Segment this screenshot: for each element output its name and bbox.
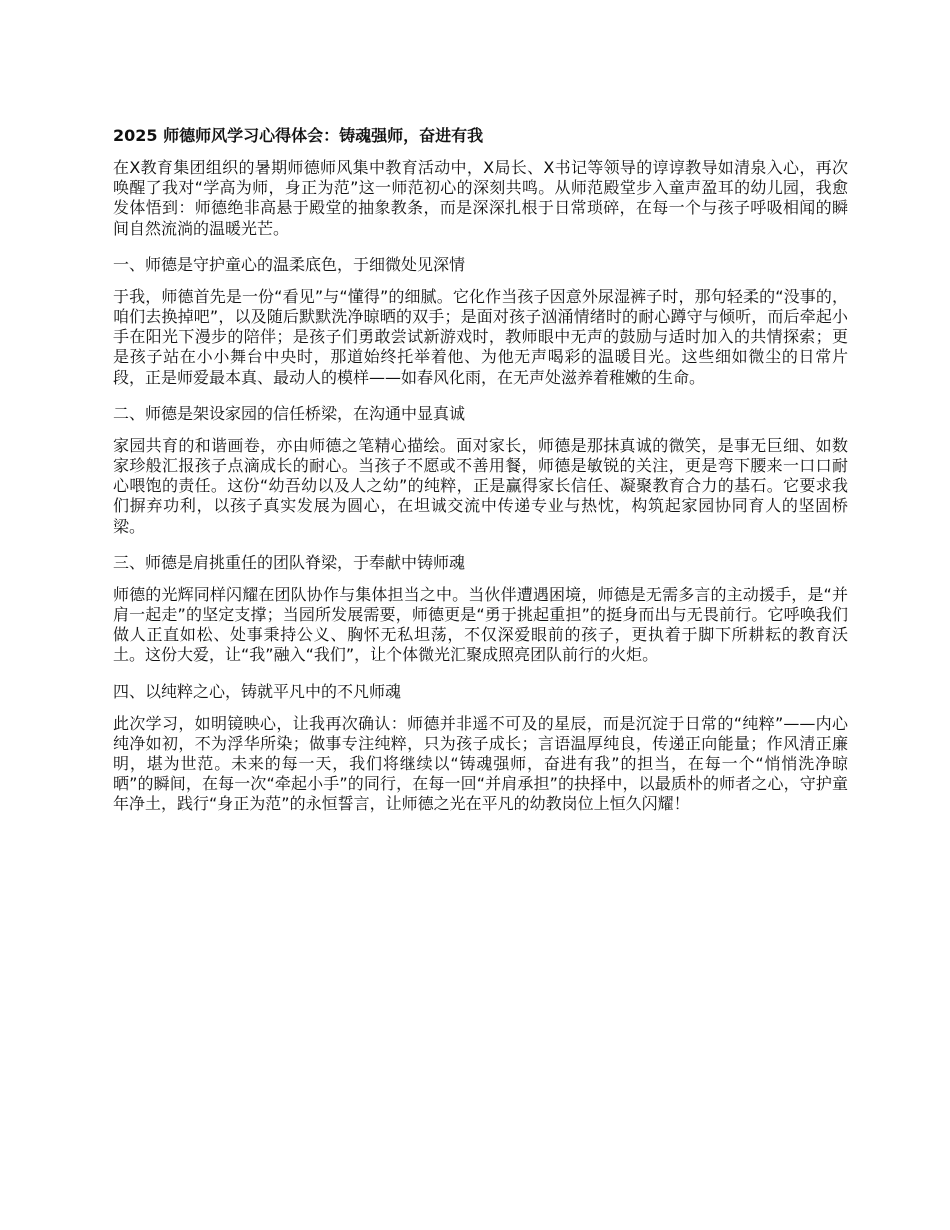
section-1-heading: 一、师德是守护童心的温柔底色，于细微处见深情 — [113, 254, 466, 274]
document-page — [113, 124, 848, 829]
section-3-paragraph: 师德的光辉同样闪耀在团队协作与集体担当之中。当伙伴遭遇困境，师德是无需多言的主动援手，是“并肩一起走”的坚定支撑；当园所发展需要，师德更是“勇于挑起重担”的挺身而出与无畏前行。它呼唤我们做人正直如松、处事秉持公义、胸怀无私坦荡，不仅深爱眼前的孩子，更执着于脚下所耕耘的教育沃土。这份大爱，让“我”融入“我们”，让个体微光汇聚成照亮团队前行的火炬。 — [113, 584, 848, 665]
intro-paragraph: 在X教育集团组织的暑期师德师风集中教育活动中，X局长、X书记等领导的谆谆教导如清泉入心，再次唤醒了我对“学高为师，身正为范”这一师范初心的深刻共鸣。从师范殿堂步入童声盈耳的幼儿园，我愈发体悟到：师德绝非高悬于殿堂的抽象教条，而是深深扎根于日常琐碎，在每一个与孩子呼吸相闻的瞬间自然流淌的温暖光芒。 — [113, 158, 848, 238]
section-4-heading: 四、以纯粹之心，铸就平凡中的不凡师魂 — [113, 681, 402, 701]
section-2-paragraph: 家园共育的和谐画卷，亦由师德之笔精心描绘。面对家长，师德是那抹真诚的微笑，是事无巨细、如数家珍般汇报孩子点滴成长的耐心。当孩子不愿或不善用餐，师德是敏锐的关注，更是弯下腰来一口口耐心喂饱的责任。这份“幼吾幼以及人之幼”的纯粹，正是赢得家长信任、凝聚教育合力的基石。它要求我们摒弃功利，以孩子真实发展为圆心，在坦诚交流中传递专业与热忱，构筑起家园协同育人的坚固桥梁。 — [113, 435, 848, 536]
section-4-paragraph: 此次学习，如明镜映心，让我再次确认：师德并非遥不可及的星辰，而是沉淀于日常的“纯粹”——内心纯净如初，不为浮华所染；做事专注纯粹，只为孩子成长；言语温厚纯良，传递正向能量；作风清正廉明，堪为世范。未来的每一天，我们将继续以“铸魂强师，奋进有我”的担当，在每一个“悄悄洗净晾晒”的瞬间，在每一次“牵起小手”的同行，在每一回“并肩承担”的抉择中，以最质朴的师者之心，守护童年净土，践行“身正为范”的永恒誓言，让师德之光在平凡的幼教岗位上恒久闪耀！ — [113, 713, 848, 814]
section-3-heading: 三、师德是肩挑重任的团队脊梁，于奉献中铸师魂 — [113, 552, 466, 572]
document-title: 2025 师德师风学习心得体会：铸魂强师，奋进有我 — [113, 126, 484, 145]
section-1-paragraph: 于我，师德首先是一份“看见”与“懂得”的细腻。它化作当孩子因意外尿湿裤子时，那句轻柔的“没事的，咱们去换掉吧”，以及随后默默洗净晾晒的双手；是面对孩子汹涌情绪时的耐心蹲守与倾听，而后牵起小手在阳光下漫步的陪伴；是孩子们勇敢尝试新游戏时，教师眼中无声的鼓励与适时加入的共情探索；更是孩子站在小小舞台中央时，那道始终托举着他、为他无声喝彩的温暖目光。这些细如微尘的日常片段，正是师爱最本真、最动人的模样——如春风化雨，在无声处滋养着稚嫩的生命。 — [113, 286, 848, 387]
section-2-heading: 二、师德是架设家园的信任桥梁，在沟通中显真诚 — [113, 403, 466, 423]
